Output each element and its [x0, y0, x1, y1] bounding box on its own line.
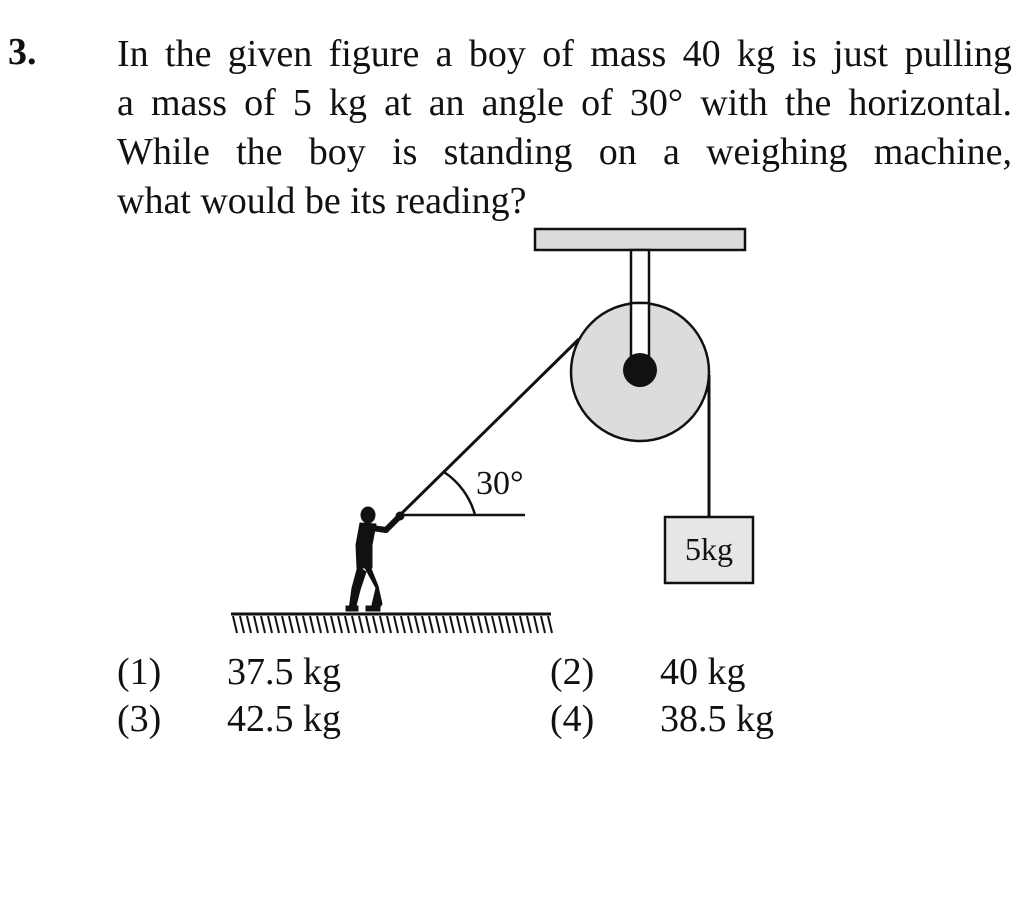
- hatch-mark: [429, 616, 433, 633]
- hatch-mark: [366, 616, 370, 633]
- hatch-mark: [436, 616, 440, 633]
- hatch-mark: [268, 616, 272, 633]
- question-line: In the given figure a boy of mass 40 kg is just pulling: [117, 33, 1012, 75]
- option-value: 42.5 kg: [227, 698, 341, 740]
- hatch-mark: [401, 616, 405, 633]
- hatch-mark: [478, 616, 482, 633]
- hatch-mark: [261, 616, 265, 633]
- hatch-mark: [471, 616, 475, 633]
- hatch-mark: [408, 616, 412, 633]
- hatch-mark: [520, 616, 524, 633]
- hatch-mark: [275, 616, 279, 633]
- hatch-mark: [359, 616, 363, 633]
- hatch-mark: [548, 616, 552, 633]
- option-1[interactable]: [117, 650, 341, 694]
- block-label: 5kg: [685, 531, 733, 567]
- hatch-mark: [492, 616, 496, 633]
- hatch-mark: [289, 616, 293, 633]
- option-label: (3): [117, 698, 162, 740]
- hatch-mark: [373, 616, 377, 633]
- hatch-mark: [415, 616, 419, 633]
- hatch-mark: [506, 616, 510, 633]
- hatch-mark: [485, 616, 489, 633]
- boy-silhouette: [346, 507, 404, 611]
- hatch-mark: [303, 616, 307, 633]
- option-2[interactable]: [550, 650, 746, 694]
- question-line: While the boy is standing on a weighing machine,: [117, 131, 1012, 173]
- angle-arc: [444, 472, 475, 515]
- hatch-mark: [457, 616, 461, 633]
- hatch-mark: [380, 616, 384, 633]
- hatch-mark: [247, 616, 251, 633]
- option-3[interactable]: [117, 697, 341, 741]
- question-line: a mass of 5 kg at an angle of 30° with the horizontal.: [117, 82, 1012, 124]
- hatch-mark: [233, 616, 237, 633]
- hatch-mark: [254, 616, 258, 633]
- hatch-mark: [443, 616, 447, 633]
- option-value: 38.5 kg: [660, 698, 774, 740]
- question-number: 3.: [8, 31, 37, 73]
- hatch-mark: [282, 616, 286, 633]
- hatch-mark: [317, 616, 321, 633]
- hatch-mark: [534, 616, 538, 633]
- hatch-mark: [324, 616, 328, 633]
- hatch-mark: [541, 616, 545, 633]
- hatch-mark: [527, 616, 531, 633]
- option-4[interactable]: [550, 697, 774, 741]
- hatch-mark: [345, 616, 349, 633]
- pulley-axle: [623, 353, 657, 387]
- option-label: (1): [117, 651, 162, 693]
- hatch-mark: [310, 616, 314, 633]
- hatch-mark: [422, 616, 426, 633]
- hatch-mark: [464, 616, 468, 633]
- hatch-mark: [387, 616, 391, 633]
- hatch-mark: [450, 616, 454, 633]
- hatch-mark: [296, 616, 300, 633]
- question-line: what would be its reading?: [117, 180, 527, 222]
- ground-hatching: [233, 616, 552, 633]
- option-value: 37.5 kg: [227, 651, 341, 693]
- hatch-mark: [513, 616, 517, 633]
- hatch-mark: [331, 616, 335, 633]
- hatch-mark: [352, 616, 356, 633]
- hatch-mark: [338, 616, 342, 633]
- hatch-mark: [394, 616, 398, 633]
- hatch-mark: [240, 616, 244, 633]
- angle-label: 30°: [476, 465, 524, 502]
- option-value: 40 kg: [660, 651, 746, 693]
- option-label: (2): [550, 651, 595, 693]
- ceiling-support: [535, 229, 745, 250]
- hatch-mark: [499, 616, 503, 633]
- option-label: (4): [550, 698, 595, 740]
